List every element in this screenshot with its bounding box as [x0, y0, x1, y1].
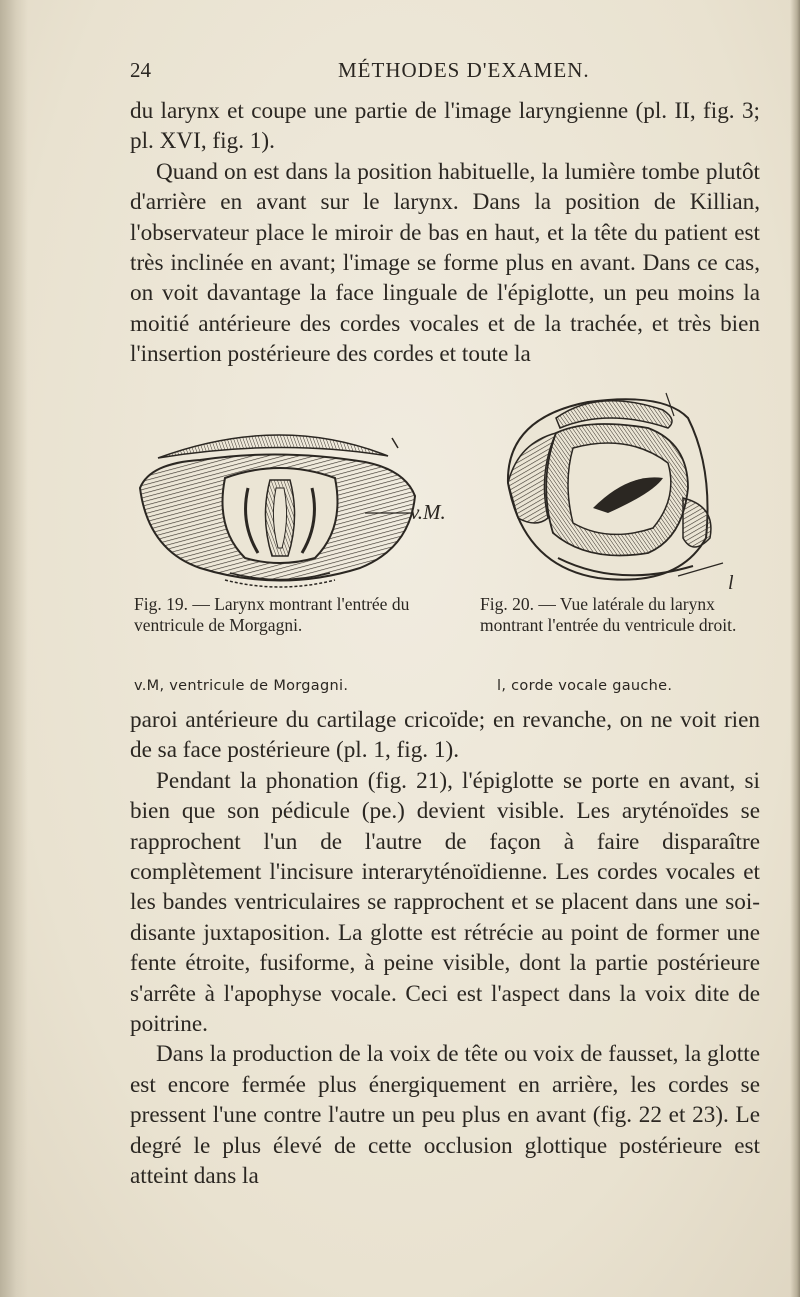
paragraph: Quand on est dans la position habituelle, la lumière tombe plutôt d'arrière en avant sur le larynx. Dans la position de Killian, l'observateur place le miroir de bas en haut, et la tête du patient est très inclinée en avant; l'image se forme plus en avant. Dans ce cas, on voit davantage la face linguale de l'épiglotte, un peu moins la moitié antérieure des cordes vocales et de la trachée, et très bien l'insertion postérieure des cordes et toute la [130, 158, 760, 368]
body-text-bottom [130, 705, 760, 1192]
paragraph: Dans la production de la voix de tête ou voix de fausset, la glotte est encore fermée plus énergiquement en arrière, les cordes se pressent l'une contre l'autre un peu plus en avant (fig. 22 et 23). Le degré le plus élevé de cette occlusion glottique postérieure est atteint dans la [130, 1041, 760, 1190]
page-number: 24 [130, 58, 151, 82]
larynx-lateral-drawing [478, 388, 740, 588]
body-text-top [130, 96, 760, 370]
larynx-front-drawing [130, 418, 430, 590]
page-edge-shadow [790, 0, 800, 1297]
figure-19-caption: Fig. 19. — Larynx montrant l'entrée du ventricule de Morgagni. [134, 594, 410, 635]
paragraph: paroi antérieure du cartilage cricoïde; en revanche, on ne voit rien de sa face postérieure (pl. 1, fig. 1). [130, 707, 760, 764]
running-title: MÉTHODES D'EXAMEN. [338, 58, 590, 82]
paragraph: Pendant la phonation (fig. 21), l'épiglotte se porte en avant, si bien que son pédicule (pe.) devient visible. Les aryténoïdes se rapprochent l'un de l'autre de façon à faire disparaître complètement l'incisure interaryténoïdienne. Les cordes vocales et les bandes ventriculaires se rapprochent et se placent dans une soi-disante juxtaposition. La glotte est rétrécie au point de former une fente étroite, fusiforme, à peine visible, dont la partie postérieure s'arrête à l'apophyse vocale. Ceci est l'aspect dans la voix dite de poitrine. [130, 767, 760, 1038]
figure-19-label: v.M. [410, 500, 446, 524]
figure-20-larynx-illustration [478, 388, 762, 588]
paragraph: du larynx et coupe une partie de l'image laryngienne (pl. II, fig. 3; pl. XVI, fig. 1). [130, 98, 760, 155]
figure-20-label: l [728, 572, 734, 594]
figure-20-caption: Fig. 20. — Vue latérale du larynx montrant l'entrée du ventricule droit. [480, 594, 737, 635]
page-header [130, 58, 760, 92]
figure-20-legend: l, corde vocale gauche. [497, 678, 673, 694]
figure-19-legend: v.M, ventricule de Morgagni. [134, 678, 349, 694]
page-binding-shadow [0, 0, 28, 1297]
